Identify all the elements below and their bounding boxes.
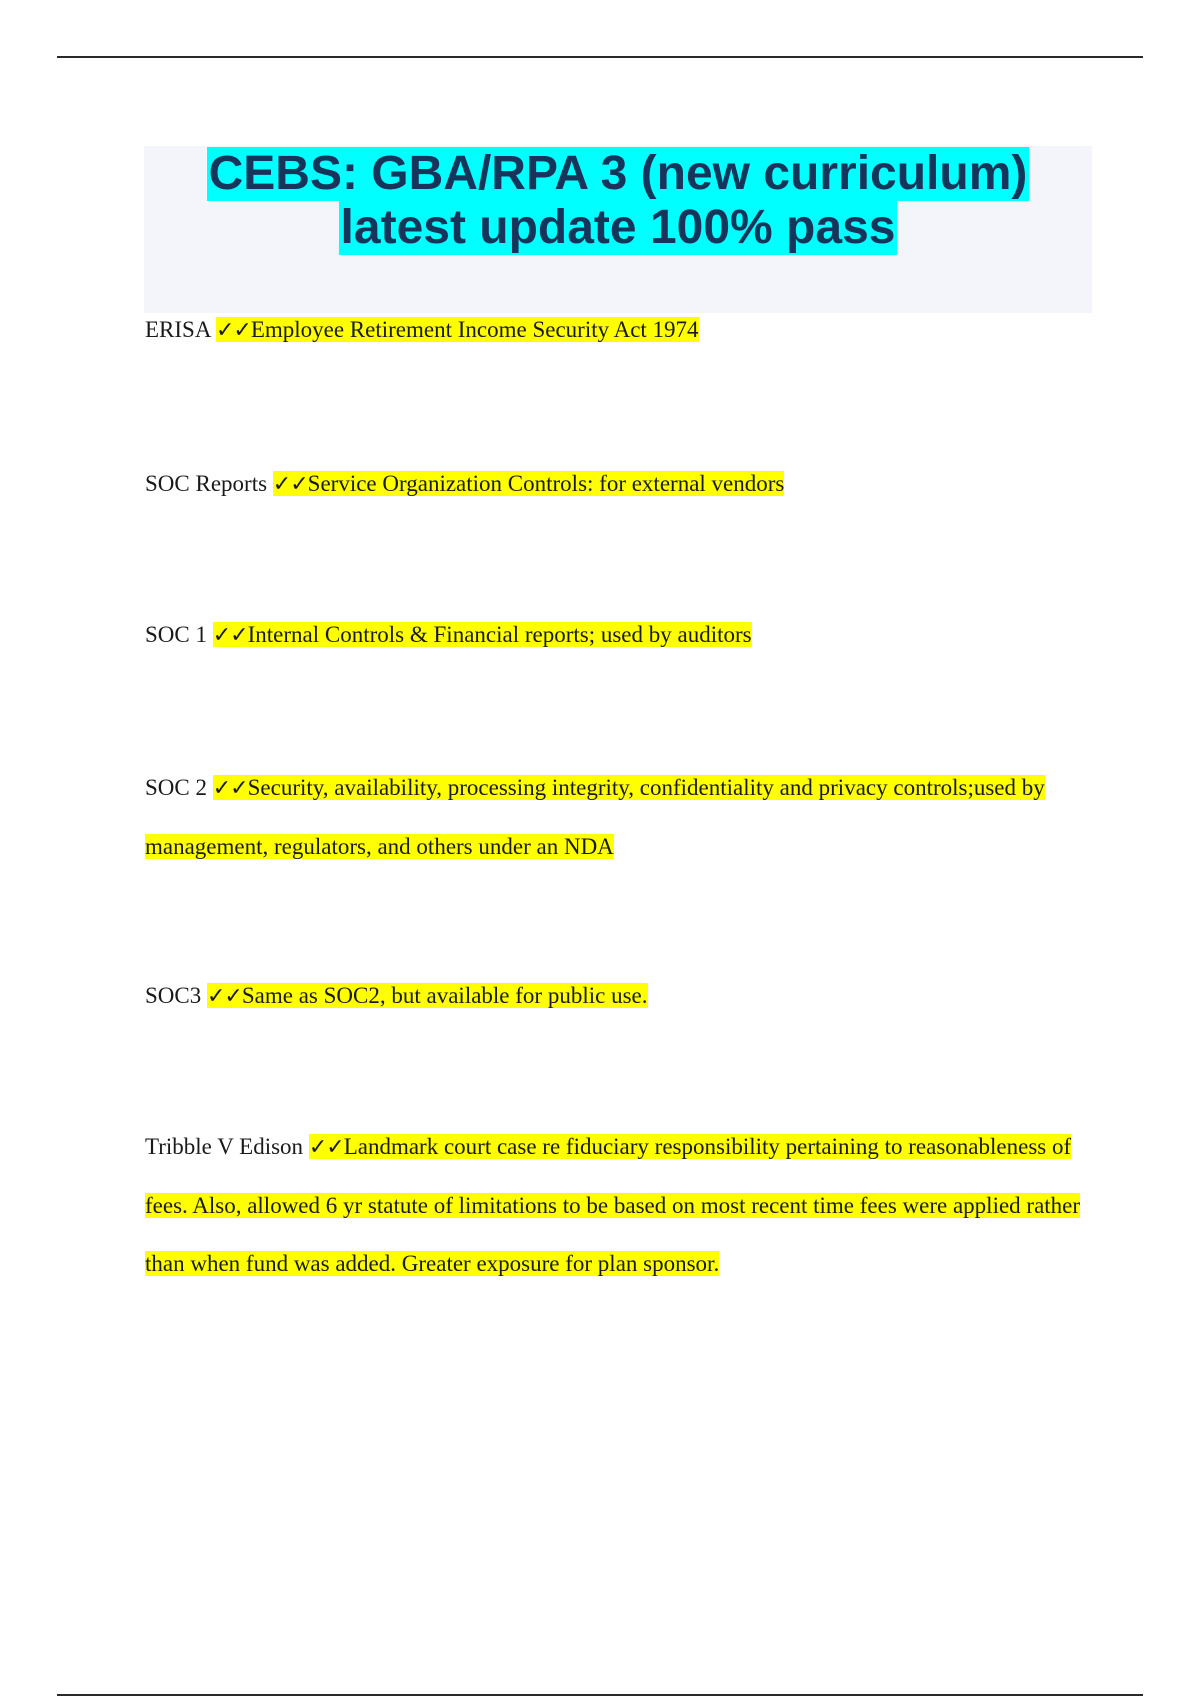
entry-definition: Internal Controls & Financial reports; used by auditors — [247, 622, 752, 647]
entry-answer — [213, 622, 752, 647]
double-check-icon: ✓✓ — [308, 1135, 344, 1160]
entry-definition: Security, availability, processing integrity, confidentiality and privacy controls;used by management, regulators, and others under an NDA — [145, 775, 1045, 859]
double-check-icon: ✓✓ — [215, 318, 251, 343]
double-check-icon: ✓✓ — [212, 623, 248, 648]
entry-definition: Landmark court case re fiduciary responsibility pertaining to reasonableness of fees. Also, allowed 6 yr statute of limitations to be based on most recent time fees were applied rather than when fund was added. Greater exposure for plan sponsor. — [145, 1134, 1081, 1276]
entry-definition: Service Organization Controls: for external vendors — [307, 471, 785, 496]
double-check-icon: ✓✓ — [207, 984, 242, 1009]
entry-definition: Employee Retirement Income Security Act 1974 — [250, 317, 699, 342]
entry-term: ERISA — [145, 317, 211, 342]
page-title-line-2: latest update 100% pass — [340, 201, 896, 254]
entry-term: SOC3 — [145, 983, 202, 1008]
flashcard-entry — [145, 967, 1085, 1026]
entry-term: SOC Reports — [145, 471, 268, 496]
entry-answer — [273, 471, 785, 496]
entry-answer — [216, 317, 699, 342]
flashcard-entry — [145, 606, 1085, 665]
flashcard-entry — [145, 1118, 1085, 1293]
entry-answer — [145, 775, 1045, 859]
entry-definition: Same as SOC2, but available for public use. — [241, 983, 648, 1008]
double-check-icon: ✓✓ — [272, 472, 308, 497]
flashcard-entry — [145, 759, 1085, 876]
entry-answer — [207, 983, 648, 1008]
entry-term: Tribble V Edison — [145, 1134, 304, 1159]
page-title-line-1: CEBS: GBA/RPA 3 (new curriculum) — [208, 147, 1028, 200]
entry-term: SOC 2 — [145, 775, 207, 800]
bottom-rule — [57, 1694, 1143, 1696]
double-check-icon: ✓✓ — [212, 776, 248, 801]
flashcard-entry — [145, 301, 1085, 360]
title-block — [144, 146, 1092, 313]
entry-term: SOC 1 — [145, 622, 207, 647]
top-rule — [57, 56, 1143, 58]
flashcard-entry — [145, 455, 1085, 514]
